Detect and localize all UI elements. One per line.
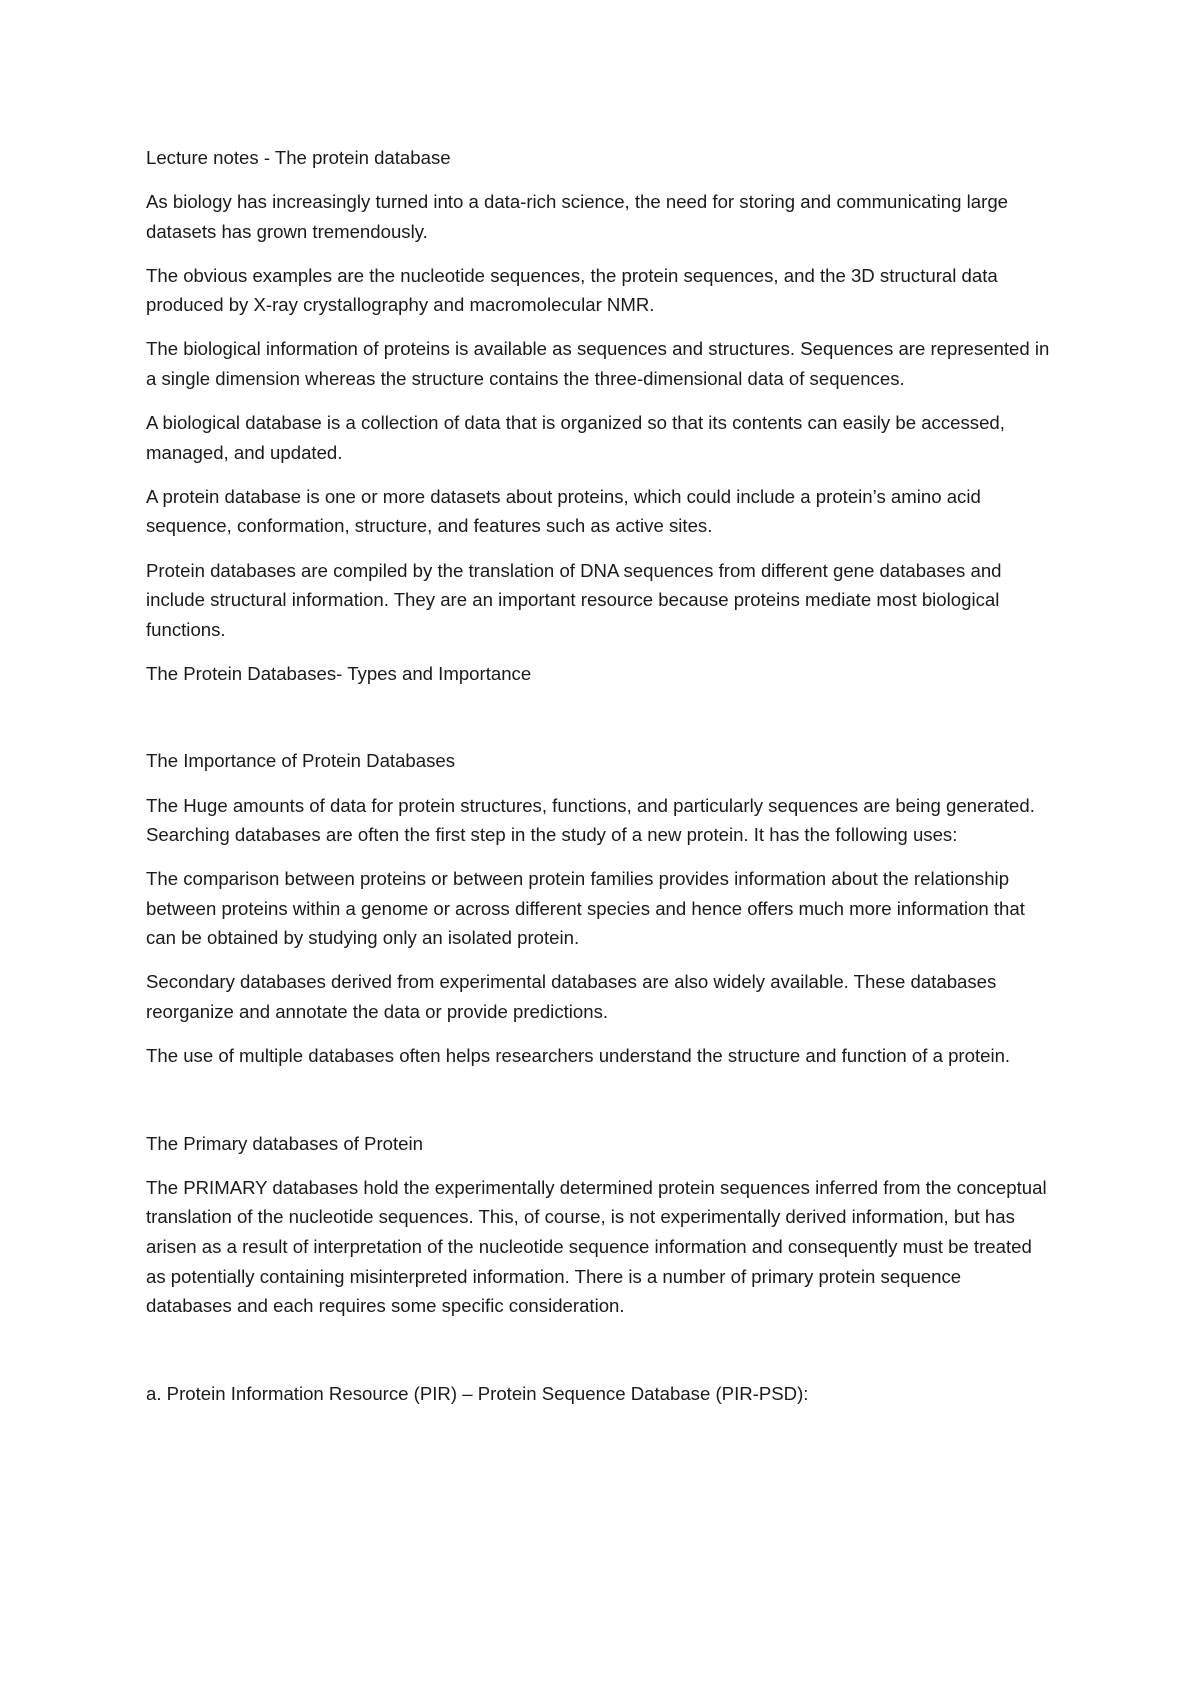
document-title: Lecture notes - The protein database: [146, 147, 451, 168]
paragraph: A protein database is one or more datasets about proteins, which could include a protein’s amino acid sequence, conformation, structure, and features such as active sites.: [146, 485, 981, 537]
paragraph: The PRIMARY databases hold the experimentally determined protein sequences inferred from the conceptual translation of the nucleotide sequences. This, of course, is not experimentally derived information, but has arisen as a result of interpretation of the nucleotide sequence information and consequently must be treated as potentially containing misinterpreted information. There is a number of primary protein sequence databases and each requires some specific consideration.: [146, 1176, 1047, 1317]
paragraph: The use of multiple databases often helps researchers understand the structure and function of a protein.: [146, 1045, 1011, 1067]
paragraph: Secondary databases derived from experimental databases are also widely available. These databases reorganize and annotate the data or provide predictions.: [146, 971, 997, 1023]
paragraph: Protein databases are compiled by the translation of DNA sequences from different gene databases and include structural information. They are an important resource because proteins mediate most biological functions.: [146, 559, 1002, 640]
section-heading-primary: The Primary databases of Protein: [146, 1132, 423, 1154]
section-heading-importance: The Importance of Protein Databases: [146, 750, 456, 772]
section-heading-types: The Protein Databases- Types and Importance: [146, 662, 532, 684]
paragraph: A biological database is a collection of data that is organized so that its contents can easily be accessed, managed, and updated.: [146, 412, 1005, 463]
paragraph: The comparison between proteins or between protein families provides information about the relationship between proteins within a genome or across different species and hence offers much more information that can be obtained by studying only an isolated protein.: [146, 868, 1025, 949]
paragraph: The biological information of proteins is available as sequences and structures. Sequences are represented in a single dimension whereas the structure contains the three-dimensional data of sequences.: [146, 338, 1050, 390]
subsection-heading-pir: a. Protein Information Resource (PIR) – Protein Sequence Database (PIR-PSD):: [146, 1382, 809, 1404]
paragraph: The obvious examples are the nucleotide sequences, the protein sequences, and the 3D structural data produced by X-ray crystallography and macromolecular NMR.: [146, 264, 998, 316]
paragraph: As biology has increasingly turned into a data-rich science, the need for storing and communicating large datasets has grown tremendously.: [146, 191, 1008, 242]
paragraph: The Huge amounts of data for protein structures, functions, and particularly sequences are being generated. Searching databases are often the first step in the study of a new protein. It has the following uses:: [146, 794, 1035, 846]
